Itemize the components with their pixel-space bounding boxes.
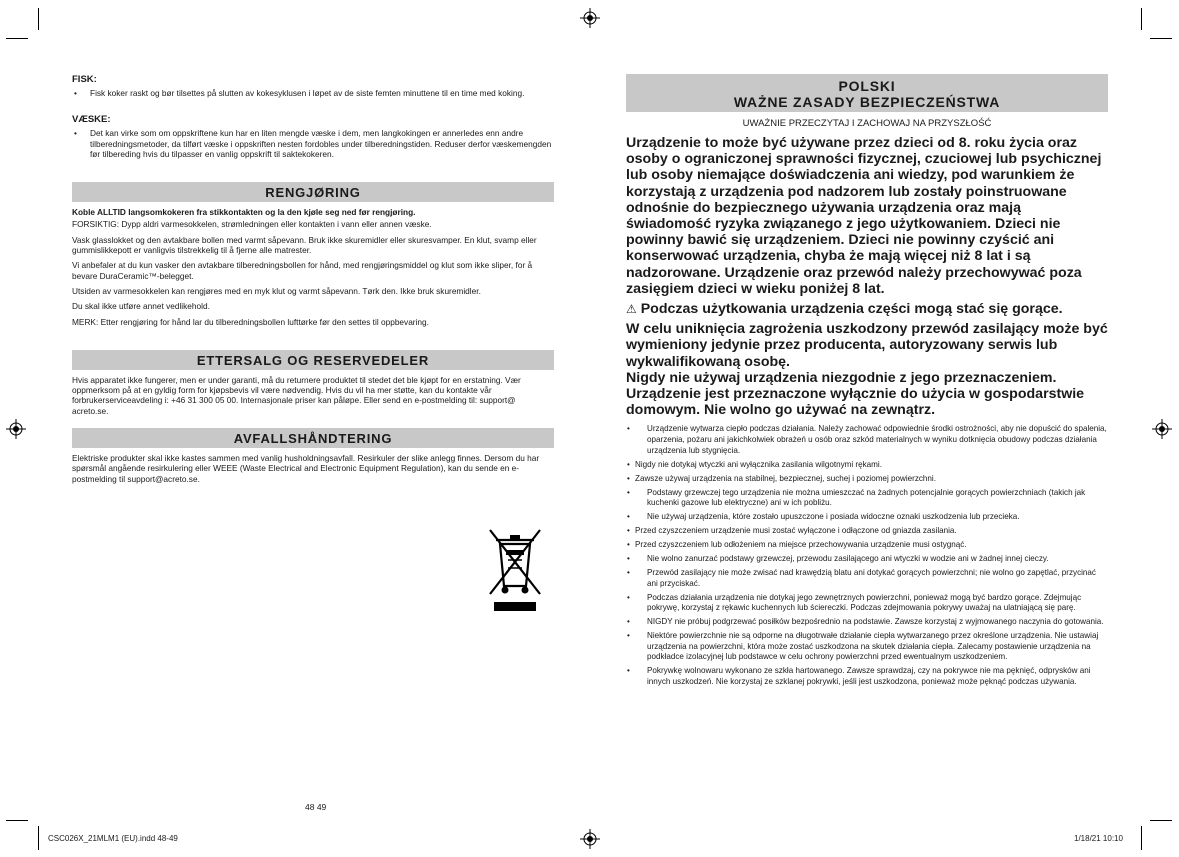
warning-icon: ⚠ — [626, 302, 637, 317]
right-page — [626, 74, 1108, 688]
registration-mark-icon — [1152, 419, 1172, 439]
hot-parts-warning — [626, 301, 1108, 317]
ettersalg-text: Hvis apparatet ikke fungerer, men er under garanti, må du returnere produktet til stedet det ble kjøpt for en erstatning. Vær oppmerksom på at en gyldig form for kjøpsbevis vil være nødvendig. Hvis du vil ha mer støtte, kan du kontakte vår forbrukerserviceavdeling i: +46 31 300 05 00. Internasjonale priser kan påløpe. Eller send en e-postmelding til: support@ acreto.se. — [72, 374, 521, 416]
language-title: POLSKI — [838, 78, 896, 94]
fisk-label: FISK: — [72, 74, 97, 85]
crop-mark — [1150, 820, 1172, 821]
left-page — [72, 68, 554, 484]
registration-mark-icon — [6, 419, 26, 439]
rengjoring-para: MERK: Etter rengjøring for hånd lar du tilberedningsbollen lufttørke før den settes til oppbevaring. — [72, 316, 429, 327]
safety-bullet: • Podstawy grzewczej tego urządzenia nie można umieszczać na żadnych potencjalnie gorących powierzchniach (takich jak kuchenki gazowe lub elektryczne) ani w ich pobliżu. — [626, 488, 1108, 509]
registration-mark-icon — [580, 829, 600, 849]
safety-bullet: • Nigdy nie dotykaj wtyczki ani wyłącznika zasilania wilgotnymi rękami. — [626, 460, 1108, 471]
weee-bin-icon — [486, 524, 544, 614]
safety-bullet: • Nie używaj urządzenia, które zostało upuszczone i posiada widoczne oznaki uszkodzenia lub przecieka. — [626, 512, 1108, 523]
fisk-bullet: • Fisk koker raskt og bør tilsettes på slutten av kokesyklusen i løpet av de siste femten minuttene til en time med koking. — [72, 88, 554, 98]
safety-bullet: • Podczas działania urządzenia nie dotykaj jego zewnętrznych powierzchni, ponieważ mogą być bardzo gorące. Zdejmując pokrywę, korzystaj z rękawic kuchennych lub ściereczki. Podczas zdejmowania pokrywy uważaj na ulatniającą się parę. — [626, 593, 1108, 614]
safety-bullet: • Przed czyszczeniem lub odłożeniem na miejsce przechowywania urządzenie musi ostygnąć. — [626, 540, 1108, 551]
safety-bullet: • Przed czyszczeniem urządzenie musi zostać wyłączone i odłączone od gniazda zasilania. — [626, 526, 1108, 537]
rengjoring-para: Vask glasslokket og den avtakbare bollen med varmt såpevann. Bruk ikke skuremidler eller skuresvamper. En klut, svamp eller gummislikkepott er vanligvis tilstrekkelig til å fjerne alle matrester. — [72, 234, 537, 256]
rengjoring-para: FORSIKTIG: Dypp aldri varmesokkelen, strømledningen eller kontakten i vann eller annen væske. — [72, 219, 432, 230]
avfall-text: Elektriske produkter skal ikke kastes sammen med vanlig husholdningsavfall. Resirkuler der slike anlegg finnes. Dersom du har spørsmål angående resirkulering eller WEEE (Waste Electrical and Electronic Equipment Regulation), kan du sende en e-postmelding til support@acreto.se. — [72, 453, 540, 484]
crop-mark — [38, 8, 39, 30]
crop-mark — [38, 826, 39, 850]
crop-mark — [6, 38, 28, 39]
crop-mark — [1141, 8, 1142, 30]
safety-bullet: • Urządzenie wytwarza ciepło podczas działania. Należy zachować odpowiednie środki ostrożności, aby nie dopuścić do spalenia, oparzenia, pożaru ani jakichkolwiek obrażeń u osób oraz szkód materialnych w wyniku dotknięcia obudowy podczas działania urządzenia lub stygnięcia. — [626, 424, 1108, 456]
intended-use-warning: Nigdy nie używaj urządzenia niezgodnie z jego przeznaczeniem. Urządzenie jest przeznaczone wyłącznie do użycia w gospodarstwie domowym. Nie wolno go używać na zewnątrz. — [626, 369, 1085, 419]
slug-date: 1/18/21 10:10 — [1074, 834, 1123, 843]
rengjoring-para: Vi anbefaler at du kun vasker den avtakbare tilberedningsbollen for hånd, med rengjøringsmiddel og klut som ikke sliper, for å bevare DuraCeramic™-belegget. — [72, 260, 533, 281]
safety-bullet: • NIGDY nie próbuj podgrzewać posiłków bezpośrednio na podstawie. Zawsze korzystaj z wyjmowanego naczynia do gotowania. — [626, 617, 1108, 628]
safety-bullet: • Zawsze używaj urządzenia na stabilnej, bezpiecznej, suchej i poziomej powierzchni. — [626, 474, 1108, 485]
crop-mark — [1150, 38, 1172, 39]
hot-parts-text: Podczas użytkowania urządzenia części mogą stać się gorące. — [640, 301, 1063, 318]
crop-mark — [1141, 826, 1142, 850]
safety-heading: WAŻNE ZASADY BEZPIECZEŃSTWA — [733, 94, 1001, 110]
vaeske-bullet: • Det kan virke som om oppskriftene kun har en liten mengde væske i dem, men langkokingen er annerledes enn andre tilberedningsmetoder, da tilført væske i oppskriften nesten fordobles under tilberedningstiden. Reduser derfor væskemengden før tilbereding hvis du tilpasser en vanlig oppskrift til saktekokeren. — [72, 128, 554, 159]
cord-warning: W celu uniknięcia zagrożenia uszkodzony przewód zasilający może być wymieniony jedynie przez producenta, autoryzowany serwis lub wykwalifikowaną osobę. — [626, 321, 1108, 370]
registration-mark-icon — [580, 8, 600, 28]
page-numbers: 48 49 — [305, 802, 327, 812]
crop-mark — [6, 820, 28, 821]
rengjoring-para: Du skal ikke utføre annet vedlikehold. — [72, 301, 210, 312]
safety-bullet: • Nie wolno zanurzać podstawy grzewczej, przewodu zasilającego ani wtyczki w wodzie ani w żadnej innej cieczy. — [626, 554, 1108, 565]
safety-bullet: • Pokrywkę wolnowaru wykonano ze szkła hartowanego. Zawsze sprawdzaj, czy na pokrywce nie ma pęknięć, odprysków ani innych uszkodzeń. Nie korzystaj ze szklanej pokrywki, jeśli jest uszkodzona, ponieważ może pęknąć podczas używania. — [626, 666, 1108, 687]
vaeske-label: VÆSKE: — [72, 114, 111, 126]
slug-filename: CSC026X_21MLM1 (EU).indd 48-49 — [48, 834, 178, 843]
safety-bullet: • Przewód zasilający nie może zwisać nad krawędzią blatu ani dotykać gorących powierzchni; nie wolno go zapętlać, przycinać ani przyciskać. — [626, 568, 1108, 589]
safety-subheading: UWAŻNIE PRZECZYTAJ I ZACHOWAJ NA PRZYSZŁOŚĆ — [742, 118, 992, 129]
section-heading-band — [626, 74, 1108, 112]
rengjoring-bold-line: Koble ALLTID langsomkokeren fra stikkontakten og la den kjøle seg ned før rengjøring. — [72, 207, 416, 218]
rengjoring-heading: RENGJØRING — [72, 182, 554, 202]
ettersalg-heading: ETTERSALG OG RESERVEDELER — [72, 350, 554, 370]
avfall-heading: AVFALLSHÅNDTERING — [72, 428, 554, 448]
children-warning: Urządzenie to może być używane przez dzieci od 8. roku życia oraz osoby o ograniczonej sprawności fizycznej, czuciowej lub psychicznej lub osoby niemające doświadczenia ani wiedzy, pod warunkiem że korzystają z urządzenia pod nadzorem lub zostały poinstruowane odnośnie do bezpiecznego używania urządzenia oraz mają świadomość ryzyka związanego z jego użytkowaniem. Dzieci nie powinny bawić się urządzeniem. Dzieci nie powinny czyścić ani konserwować urządzenia, chyba że mają więcej niż 8 lat i są nadzorowane. Urządzenie oraz przewód należy przechowywać poza zasięgiem dzieci w wieku poniżej 8 lat. — [626, 135, 1102, 297]
rengjoring-para: Utsiden av varmesokkelen kan rengjøres med en myk klut og varmt såpevann. Tørk den. Ikke bruk skuremidler. — [72, 285, 481, 296]
safety-bullet: • Niektóre powierzchnie nie są odporne na długotrwałe działanie ciepła wytwarzanego przez określone urządzenia. Nie ustawiaj urządzenia na powierzchni, która może zostać uszkodzona na skutek działania ciepła. Zalecamy postawienie urządzenia na podkładce izolacyjnej lub podstawce w celu ochrony powierzchni przed ewentualnym uszkodzeniem. — [626, 631, 1108, 663]
